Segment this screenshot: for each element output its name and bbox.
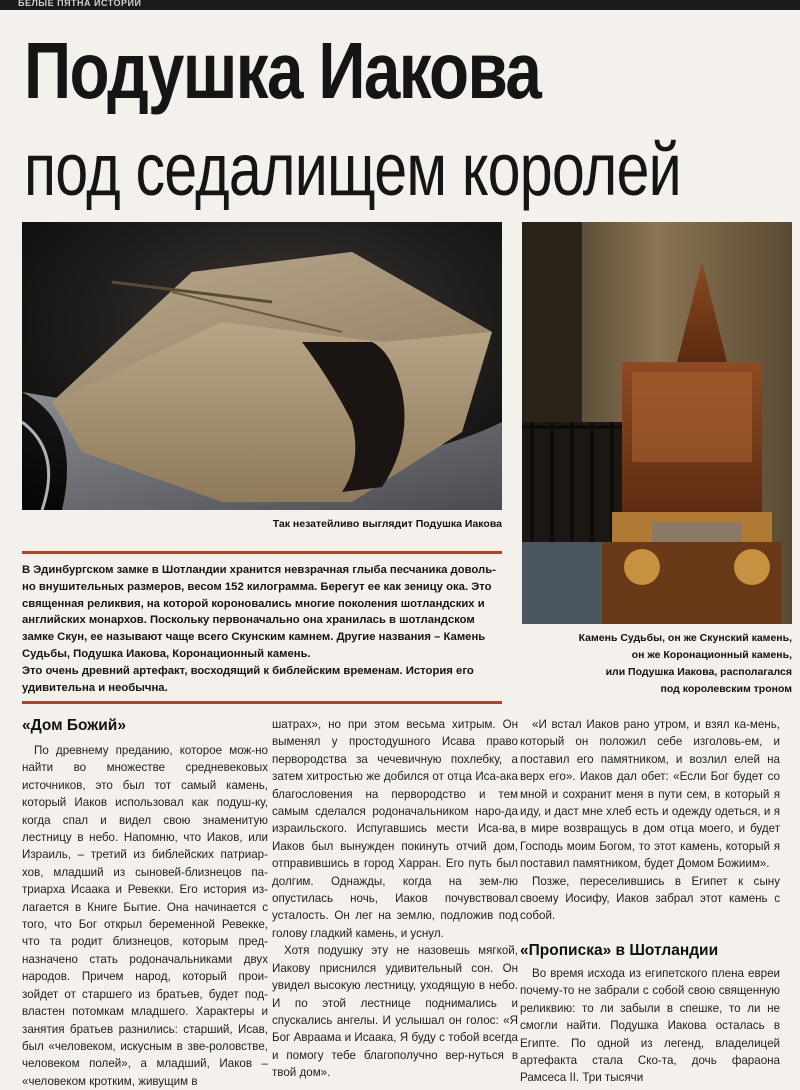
body-paragraph: шатрах», но при этом весьма хитрым. Он выменял у простодушного Исава право первородства за чечевичную похлебку, а затем хитростью же добился от отца Иса-ака благословения на первородство и тем самым сделался родоначальником наро-да израильского. Испугавшись мести Иса-ва, Иаков был вынужден покинуть отчий дом, отправившись в город Харран. Его путь был долгим. Однажды, когда на зем-лю опустилась ночь, Иаков почувствовал усталость. Он лег на землю, подложив под голову гладкий камень, и уснул. [272,718,518,940]
body-paragraph: Хотя подушку эту не назовешь мягкой, Иакову приснился удивительный сон. Он увидел высокую лестницу, уходящую в небо. И по этой лестнице поднимались и спускались ангелы. И услышал он голос: «Я Бог Авраама и Исаака, Я буду с тобой всегда и помогу тебе благополучно вер-нуться в твой дом». [272,944,518,1080]
body-paragraph: «И встал Иаков рано утром, и взял ка-мень, который он положил себе изголовь-ем, и поставил его памятником, и возлил елей на верх его». Иаков дал обет: «Если Бог будет со мной и сохранит меня в пути сем, в который я иду, и даст мне хлеб есть и одежду одеться, и я в мире возвращусь в дом отца моего, и будет Господь моим Богом, то этот камень, который я поставил памятником, будет Домом Божиим». [520,718,780,871]
stone-photo [22,222,502,510]
body-paragraph: Позже, переселившись в Египет к сыну своему Иосифу, Иаков забрал этот камень с собой. [520,874,780,923]
caption-line: под королевским троном [660,683,792,695]
article-column-2 [272,716,518,1082]
section-heading: «Прописка» в Шотландии [520,941,719,959]
subheadline: под седалищем королей [24,128,681,211]
stone-photo-caption: Так незатейливо выглядит Подушка Иакова [272,518,502,530]
caption-line: он же Коронационный камень, [631,649,792,661]
article-column-1 [22,716,268,1090]
lead-text: В Эдинбургском замке в Шотландии хранится невзрачная глыба песчаника доволь-но внушительных размеров, весом 152 килограмма. Берегут ее как зеницу ока. Это священная реликвия, на которой короновались многие поколения шотландских и английских монархов. Поскольку первоначально она хранилась в шотландском замке Скун, ее называют чаще всего Скунским камнем. Другие названия – Камень Судьбы, Подушка Иакова, Коронационный камень. [22,564,496,660]
top-section-bar [0,0,800,10]
lead-top-rule [22,551,502,554]
section-heading: «Дом Божий» [22,717,126,734]
body-paragraph: По древнему преданию, которое мож-но найти во множестве средневековых источников, это был тот самый камень, который Иаков использовал как подуш-ку, когда спал и видел свою знаменитую лестницу в небо. Напомню, что Иаков, или Израиль, – третий из библейских патриар-хов, младший из сыновей-близнецов па-триарха Исаака и Ревекки. Его история из-лагается в Книге Бытие. Она начинается с того, что Бог открыл беременной Ревекке, что та родит близнецов, которым пред-назначено стать родоначальниками двух народов. Причем народ, который прои-зойдет от старшего из братьев, будет под-властен потомкам младшего. Характеры и занятия братьев разнились: старший, Исав, был «человеком, искусным в зве-роловстве, человеком полей», а младший, Иаков – «человеком кротким, живущим в [22,744,268,1088]
body-paragraph: Во время исхода из египетского плена евреи почему-то не забрали с собой свою священную реликвию: то ли забыли в спешке, то ли не смогли найти. Подушка Иакова осталась в Египте. По одной из легенд, владелицей артефакта стала Ско-та, дочь фараона Рамсеса II. Три тысячи [520,966,780,1085]
headline: Подушка Иакова [24,26,541,115]
lead-bottom-rule [22,701,502,704]
article-column-3 [520,716,780,1087]
section-label: БЕЛЫЕ ПЯТНА ИСТОРИИ [18,0,142,8]
throne-photo-caption [524,630,792,698]
coronation-throne-photo [522,222,792,624]
caption-line: Камень Судьбы, он же Скунский камень, [578,632,792,644]
lead-paragraph [22,562,502,696]
lead-text: Это очень древний артефакт, восходящий к библейским временам. История его удивительна и необычна. [22,664,474,694]
caption-line: или Подушка Иакова, располагался [605,666,792,678]
